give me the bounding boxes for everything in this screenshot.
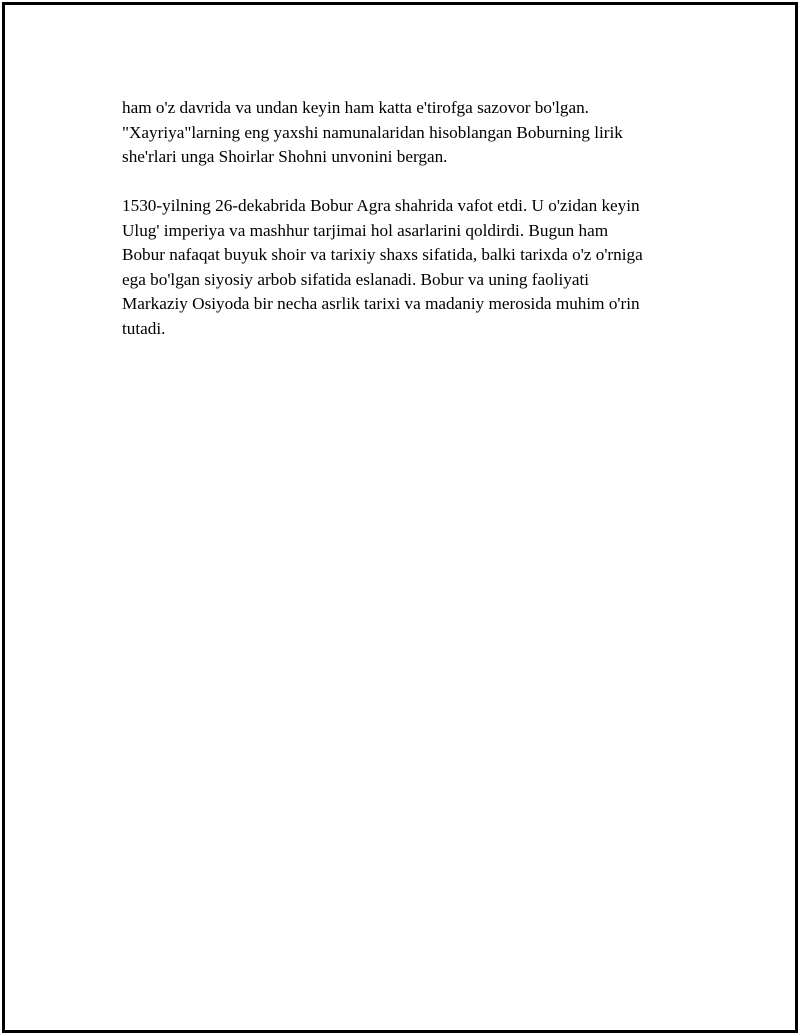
paragraph-line: 1530-yilning 26-dekabrida Bobur Agra shahrida vafot etdi. U o'zidan keyin [122, 196, 640, 215]
paragraph-line: Bobur nafaqat buyuk shoir va tarixiy shaxs sifatida, balki tarixda o'z o'rniga [122, 245, 643, 264]
page-frame [2, 2, 798, 1033]
paragraph-line: Markaziy Osiyoda bir necha asrlik tarixi va madaniy merosida muhim o'rin [122, 294, 640, 313]
paragraph-line: Ulug' imperiya va mashhur tarjimai hol asarlarini qoldirdi. Bugun ham [122, 220, 609, 240]
paragraph-2 [122, 194, 702, 341]
paragraph-line: ega bo'lgan siyosiy arbob sifatida eslanadi. Bobur va uning faoliyati [122, 269, 590, 289]
paragraph-line: tutadi. [122, 318, 166, 338]
paragraph-1 [122, 96, 702, 170]
paragraph-line: she'rlari unga Shoirlar Shohni unvonini bergan. [122, 147, 448, 166]
paragraph-line: ham o'z davrida va undan keyin ham katta e'tirofga sazovor bo'lgan. [122, 98, 589, 117]
document-body [122, 96, 702, 341]
paragraph-line: "Xayriya"larning eng yaxshi namunalaridan hisoblangan Boburning lirik [122, 122, 623, 142]
